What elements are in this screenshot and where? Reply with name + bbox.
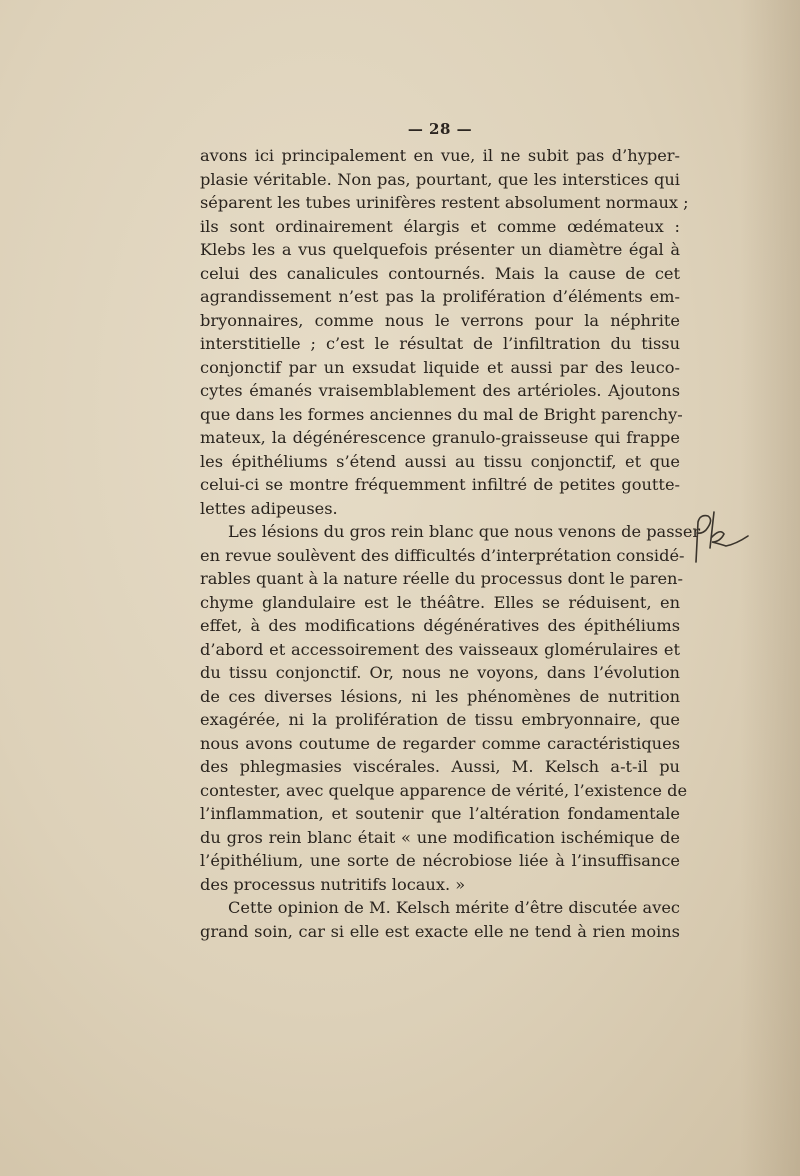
text-line: l’épithélium, une sorte de nécrobiose liée à l’insuffisance [200, 851, 680, 870]
text-line: lettes adipeuses. [200, 498, 338, 518]
page-number: — 28 — [407, 120, 473, 138]
text-line: contester, avec quelque apparence de vérité, l’existence de [200, 780, 688, 800]
text-line: celui-ci se montre fréquemment infiltré de petites goutte- [200, 475, 680, 494]
text-line: chyme glandulaire est le théâtre. Elles se réduisent, en [200, 592, 680, 612]
text-line: effet, à des modifications dégénératives des épithéliums [200, 616, 680, 635]
text-line: séparent les tubes urinifères restent absolument normaux ; [200, 193, 689, 212]
text-line: plasie véritable. Non pas, pourtant, que les interstices qui [200, 169, 680, 189]
text-line: nous avons coutume de regarder comme caractéristiques [200, 733, 680, 753]
text-line: Les lésions du gros rein blanc que nous venons de passer [228, 522, 701, 541]
text-line: agrandissement n’est pas la prolifération d’éléments em- [200, 287, 680, 306]
text-line: grand soin, car si elle est exacte elle ne tend à rien moins [200, 921, 680, 941]
text-line: interstitielle ; c’est le résultat de l’infiltration du tissu [200, 334, 680, 353]
text-line: en revue soulèvent des difficultés d’interprétation considé- [200, 545, 685, 565]
page-edge-shadow [740, 0, 800, 1176]
text-line: que dans les formes anciennes du mal de Bright parenchy- [200, 404, 683, 424]
text-line: Cette opinion de M. Kelsch mérite d’être discutée avec [228, 898, 680, 917]
text-line: mateux, la dégénérescence granulo-graisseuse qui frappe [200, 428, 680, 447]
text-line: rables quant à la nature réelle du processus dont le paren- [200, 569, 683, 588]
text-line: bryonnaires, comme nous le verrons pour la néphrite [200, 310, 680, 330]
text-line: conjonctif par un exsudat liquide et aussi par des leuco- [200, 357, 680, 377]
text-line: cytes émanés vraisemblablement des artérioles. Ajoutons [200, 381, 680, 400]
text-line: Klebs les a vus quelquefois présenter un diamètre égal à [200, 240, 680, 259]
text-line: celui des canalicules contournés. Mais la cause de cet [200, 263, 680, 283]
text-line: avons ici principalement en vue, il ne subit pas d’hyper- [200, 146, 680, 165]
text-line: l’inflammation, et soutenir que l’altération fondamentale [200, 804, 680, 823]
text-line: les épithéliums s’étend aussi au tissu conjonctif, et que [200, 451, 680, 471]
text-line: du tissu conjonctif. Or, nous ne voyons, dans l’évolution [200, 663, 680, 682]
text-line: d’abord et accessoirement des vaisseaux glomérulaires et [200, 639, 680, 659]
handwritten-margin-mark [680, 500, 760, 580]
text-line: ils sont ordinairement élargis et comme œdémateux : [200, 216, 680, 236]
text-line: de ces diverses lésions, ni les phénomènes de nutrition [200, 686, 680, 706]
text-line: des phlegmasies viscérales. Aussi, M. Kelsch a-t-il pu [200, 757, 680, 776]
text-line: du gros rein blanc était « une modification ischémique de [200, 827, 680, 847]
text-line: des processus nutritifs locaux. » [200, 874, 466, 894]
text-line: exagérée, ni la prolifération de tissu embryonnaire, que [200, 710, 680, 729]
body-text [200, 144, 701, 943]
